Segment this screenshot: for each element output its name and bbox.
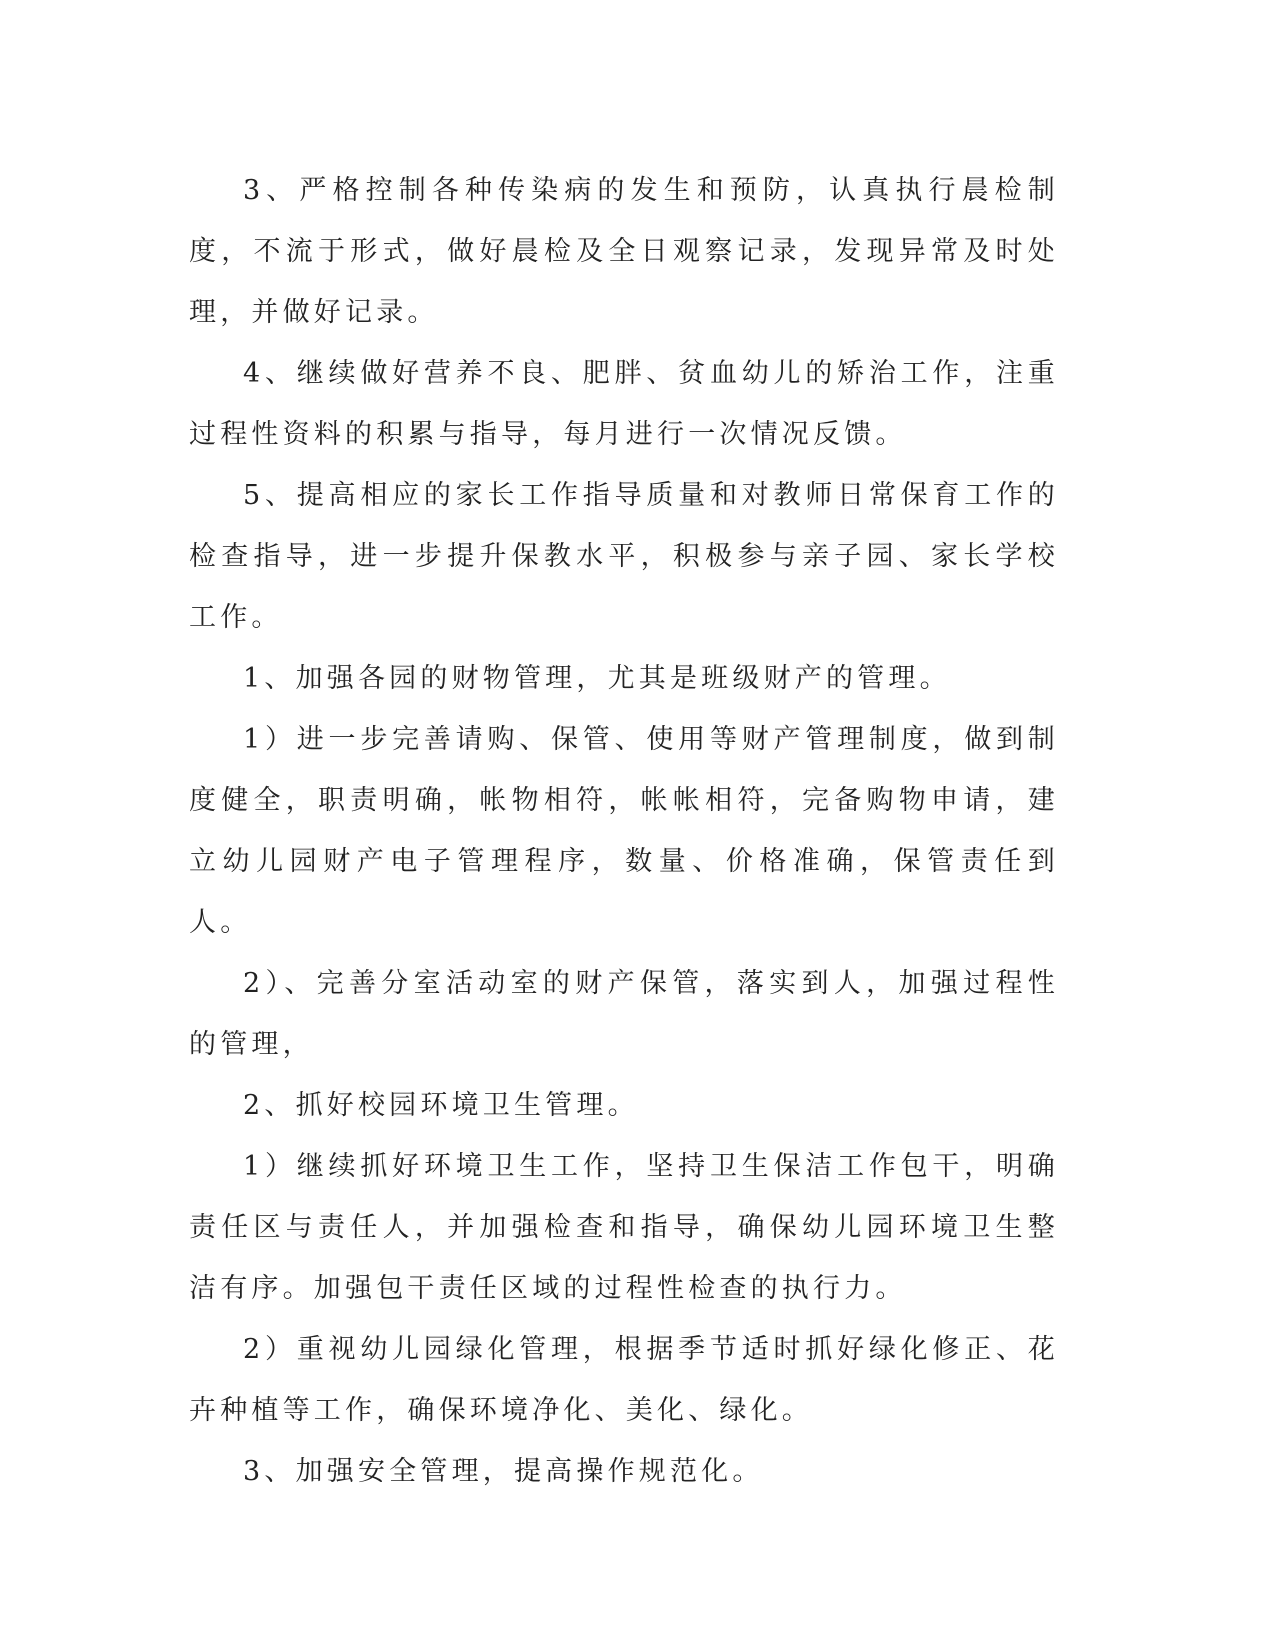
paragraph: 1）进一步完善请购、保管、使用等财产管理制度，做到制度健全，职责明确，帐物相符，帐帐相符，完备购物申请，建立幼儿园财产电子管理程序，数量、价格准确，保管责任到人。 — [189, 724, 1059, 938]
paragraph: 2）重视幼儿园绿化管理，根据季节适时抓好绿化修正、花卉种植等工作，确保环境净化、美化、绿化。 — [189, 1334, 1059, 1426]
paragraph: 3、严格控制各种传染病的发生和预防，认真执行晨检制度，不流于形式，做好晨检及全日观察记录，发现异常及时处理，并做好记录。 — [189, 175, 1059, 328]
paragraph: 1）继续抓好环境卫生工作，坚持卫生保洁工作包干，明确责任区与责任人，并加强检查和指导，确保幼儿园环境卫生整洁有序。加强包干责任区域的过程性检查的执行力。 — [189, 1151, 1059, 1304]
paragraph: 2）、完善分室活动室的财产保管，落实到人，加强过程性的管理， — [189, 968, 1059, 1060]
paragraph: 1、加强各园的财物管理，尤其是班级财产的管理。 — [243, 663, 951, 694]
paragraph: 3、加强安全管理，提高操作规范化。 — [243, 1456, 764, 1487]
document-body — [189, 160, 1059, 1502]
paragraph: 2、抓好校园环境卫生管理。 — [243, 1090, 639, 1121]
paragraph: 4、继续做好营养不良、肥胖、贫血幼儿的矫治工作，注重过程性资料的积累与指导，每月进行一次情况反馈。 — [189, 358, 1059, 450]
paragraph: 5、提高相应的家长工作指导质量和对教师日常保育工作的检查指导，进一步提升保教水平，积极参与亲子园、家长学校工作。 — [189, 480, 1059, 633]
